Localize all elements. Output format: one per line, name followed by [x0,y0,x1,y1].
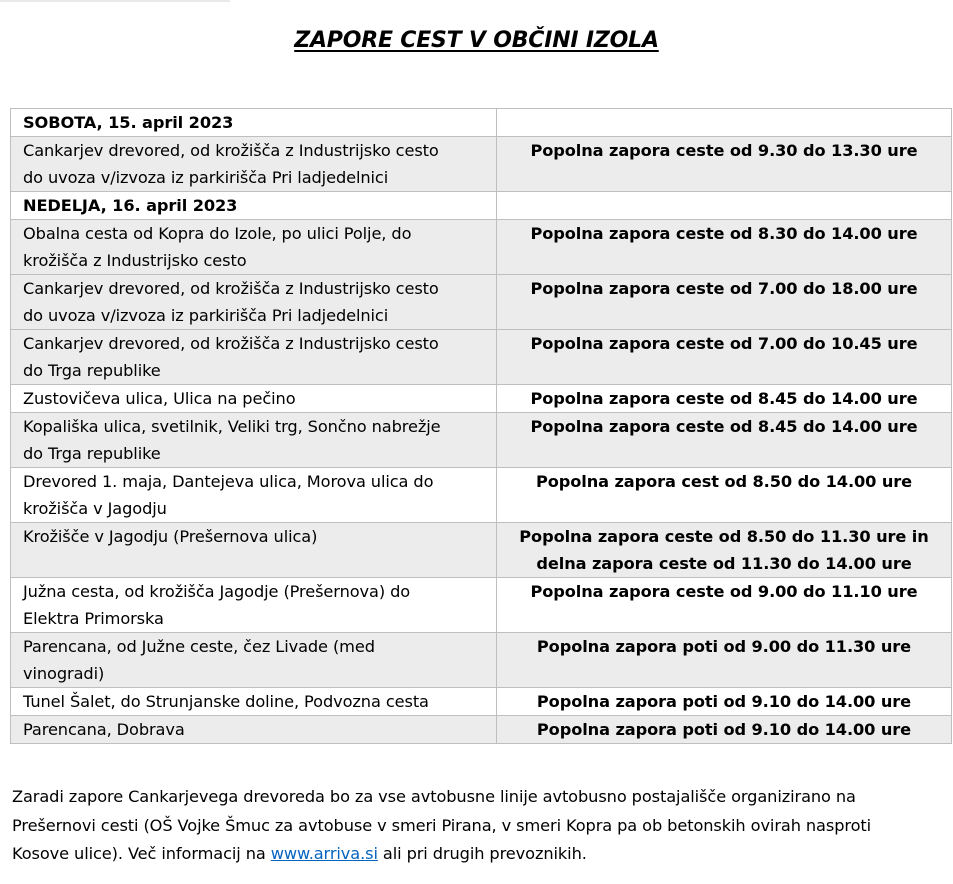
closure-status-line: Popolna zapora ceste od 9.30 do 13.30 ure [530,141,918,160]
location-line: Cankarjev drevored, od krožišča z Industrijsko cesto [23,141,439,160]
closure-status-line: Popolna zapora ceste od 7.00 do 18.00 ure [530,279,918,298]
closure-status-cell [497,220,952,275]
location-cell [11,385,497,413]
day-header-row [11,192,952,220]
location-line: Tunel Šalet, do Strunjanske doline, Podvozna cesta [23,692,429,711]
location-line: do Trga republike [23,444,161,463]
table-row [11,275,952,330]
location-cell [11,688,497,716]
location-cell [11,633,497,688]
location-line: vinogradi) [23,664,105,683]
location-line: Drevored 1. maja, Dantejeva ulica, Morova ulica do [23,472,434,491]
table-row [11,413,952,468]
table-row [11,330,952,385]
table-row [11,716,952,744]
closure-status-line: Popolna zapora ceste od 8.45 do 14.00 ure [530,417,918,436]
closure-status-line: Popolna zapora poti od 9.10 do 14.00 ure [536,720,912,739]
closure-status-cell [497,192,952,220]
location-cell [11,716,497,744]
location-cell [11,330,497,385]
closure-status-cell [497,523,952,578]
location-line: Obalna cesta od Kopra do Izole, po ulici Polje, do [23,224,412,243]
closure-status-cell [497,385,952,413]
note-line-3-text: Kosove ulice). Več informacij na [12,844,271,863]
note-line-2: Prešernovi cesti (OŠ Vojke Šmuc za avtobuse v smeri Pirana, v smeri Kopra pa ob betonskih ovirah nasproti [12,815,872,835]
closure-status-line: Popolna zapora ceste od 8.45 do 14.00 ure [530,389,918,408]
arriva-link[interactable]: www.arriva.si [270,844,378,863]
table-row [11,688,952,716]
location-line: Kopališka ulica, svetilnik, Veliki trg, Sončno nabrežje [23,417,441,436]
location-cell [11,137,497,192]
location-line: Elektra Primorska [23,609,164,628]
closure-status-cell [497,468,952,523]
closure-status-cell [497,688,952,716]
location-cell [11,523,497,578]
closure-status-cell [497,578,952,633]
note-line-3-tail: ali pri drugih prevoznikih. [377,844,587,863]
location-line: Zustovičeva ulica, Ulica na pečino [23,389,296,408]
closure-status-line: Popolna zapora poti od 9.00 do 11.30 ure [536,637,912,656]
location-cell [11,578,497,633]
location-line: krožišča v Jagodju [23,499,167,518]
note-line-1: Zaradi zapore Cankarjevega drevoreda bo za vse avtobusne linije avtobusno postajališče organizirano na [12,787,856,806]
day-label: NEDELJA, 16. april 2023 [23,196,238,215]
location-line: krožišča z Industrijsko cesto [23,251,247,270]
location-line: Cankarjev drevored, od krožišča z Industrijsko cesto [23,334,439,353]
table-row [11,220,952,275]
location-cell [11,468,497,523]
location-line: Južna cesta, od krožišča Jagodje (Prešernova) do [23,582,411,601]
closure-status-cell [497,413,952,468]
closure-status-line: Popolna zapora poti od 9.10 do 14.00 ure [536,692,912,711]
closure-status-cell [497,137,952,192]
location-line: Parencana, Dobrava [23,720,185,739]
closure-status-line: Popolna zapora cest od 8.50 do 14.00 ure [535,472,913,491]
page-title: ZAPORE CEST V OBČINI IZOLA [294,28,659,53]
closure-status-line: Popolna zapora ceste od 8.50 do 11.30 ure in [519,527,929,546]
table-row [11,137,952,192]
closure-status-cell [497,633,952,688]
closure-status-line: Popolna zapora ceste od 8.30 do 14.00 ure [530,224,918,243]
table-row [11,578,952,633]
road-closures-body [11,109,952,744]
bus-stop-note [12,783,952,869]
note-line-3 [12,840,952,869]
road-closures-table [10,108,952,744]
closure-status-line: delna zapora ceste od 11.30 do 14.00 ure [536,554,912,573]
table-row [11,633,952,688]
location-cell [11,275,497,330]
day-label: SOBOTA, 15. april 2023 [23,113,234,132]
location-cell [11,413,497,468]
location-line: Krožišče v Jagodju (Prešernova ulica) [23,527,318,546]
closure-status-line: Popolna zapora ceste od 7.00 do 10.45 ure [530,334,918,353]
location-cell [11,220,497,275]
location-line: do uvoza v/izvoza iz parkirišča Pri ladjedelnici [23,306,389,325]
location-line: do uvoza v/izvoza iz parkirišča Pri ladjedelnici [23,168,389,187]
location-line: Cankarjev drevored, od krožišča z Industrijsko cesto [23,279,439,298]
table-row [11,468,952,523]
day-label-cell [11,109,497,137]
closure-status-line: Popolna zapora ceste od 9.00 do 11.10 ure [530,582,918,601]
closure-status-cell [497,275,952,330]
closure-status-cell [497,109,952,137]
top-divider [0,0,230,2]
location-line: Parencana, od Južne ceste, čez Livade (med [23,637,375,656]
location-line: do Trga republike [23,361,161,380]
table-row [11,523,952,578]
day-label-cell [11,192,497,220]
day-header-row [11,109,952,137]
closure-status-cell [497,716,952,744]
closure-status-cell [497,330,952,385]
table-row [11,385,952,413]
